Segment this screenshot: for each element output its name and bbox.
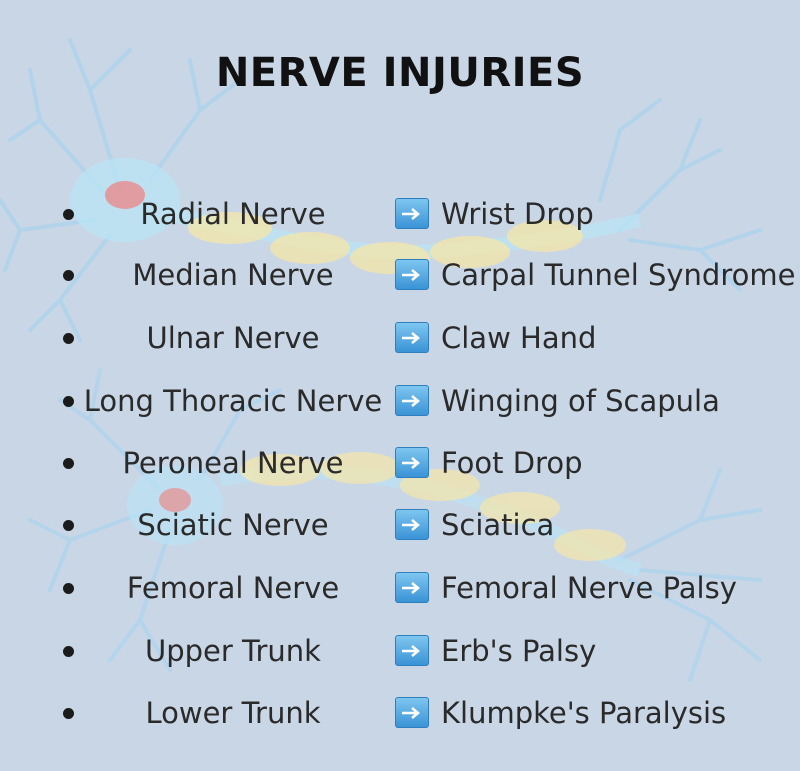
- list-item: [0, 693, 800, 733]
- injury-name: Winging of Scapula: [441, 384, 720, 418]
- list-item: [0, 255, 800, 295]
- injury-name: Carpal Tunnel Syndrome: [441, 258, 796, 292]
- right-arrow-icon: [395, 697, 429, 728]
- list-item: [0, 443, 800, 483]
- bullet-dot-icon: [63, 458, 74, 469]
- right-arrow-icon: [395, 322, 429, 353]
- nerve-name: Lower Trunk: [145, 696, 321, 730]
- injury-name: Klumpke's Paralysis: [441, 696, 727, 730]
- right-arrow-icon: [395, 509, 429, 540]
- right-arrow-icon: [395, 447, 429, 478]
- list-item: [0, 505, 800, 545]
- nerve-name: Upper Trunk: [145, 634, 321, 668]
- injury-name: Claw Hand: [441, 321, 597, 355]
- right-arrow-icon: [395, 385, 429, 416]
- nerve-name: Radial Nerve: [140, 197, 326, 231]
- injury-name: Foot Drop: [441, 446, 583, 480]
- bullet-dot-icon: [63, 396, 74, 407]
- page-title: NERVE INJURIES: [215, 50, 585, 96]
- nerve-name: Median Nerve: [132, 258, 334, 292]
- bullet-dot-icon: [63, 209, 74, 220]
- list-item: [0, 194, 800, 234]
- nerve-name: Femoral Nerve: [126, 571, 340, 605]
- injury-name: Femoral Nerve Palsy: [441, 571, 737, 605]
- list-item: [0, 381, 800, 421]
- bullet-dot-icon: [63, 333, 74, 344]
- nerve-name: Long Thoracic Nerve: [83, 384, 383, 418]
- list-item: [0, 568, 800, 608]
- list-item: [0, 631, 800, 671]
- bullet-dot-icon: [63, 708, 74, 719]
- bullet-dot-icon: [63, 520, 74, 531]
- injury-name: Sciatica: [441, 508, 555, 542]
- right-arrow-icon: [395, 198, 429, 229]
- right-arrow-icon: [395, 259, 429, 290]
- nerve-name: Ulnar Nerve: [146, 321, 320, 355]
- bullet-dot-icon: [63, 270, 74, 281]
- bullet-dot-icon: [63, 646, 74, 657]
- right-arrow-icon: [395, 635, 429, 666]
- injury-name: Wrist Drop: [441, 197, 594, 231]
- injury-name: Erb's Palsy: [441, 634, 597, 668]
- nerve-name: Peroneal Nerve: [122, 446, 344, 480]
- list-item: [0, 318, 800, 358]
- bullet-dot-icon: [63, 583, 74, 594]
- nerve-name: Sciatic Nerve: [137, 508, 329, 542]
- right-arrow-icon: [395, 572, 429, 603]
